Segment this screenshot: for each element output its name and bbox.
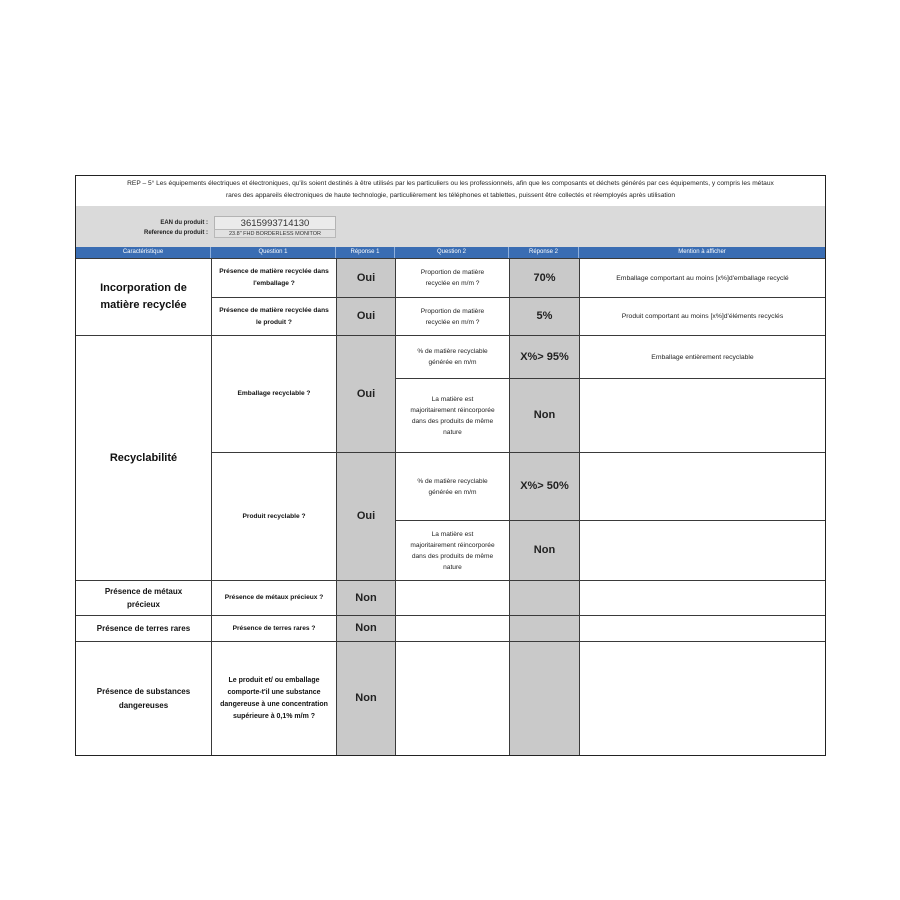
produit-question-1: Produit recyclable ?: [211, 452, 337, 581]
incorporation-2-question-2: Proportion de matière recyclée en m/m ?: [395, 297, 510, 336]
metaux-question-1: Présence de métaux précieux ?: [211, 580, 337, 616]
intro-line-1: REP – 5° Les équipements électriques et électroniques, qu'ils soient destinés à être utilisés par les particuliers ou les professionnels, afin que les composants et déchets générés par ces équipements, y compris les métaux: [127, 180, 774, 187]
produit-1-question-2: % de matière recyclable générée en m/m: [395, 452, 510, 521]
incorporation-2-mention: Produit comportant au moins [x%]d'éléments recyclés: [579, 297, 826, 336]
emballage-1-question-2: % de matière recyclable générée en m/m: [395, 335, 510, 379]
terres-rares-question-2-empty: [395, 615, 510, 642]
reference-value: 23.8" FHD BORDERLESS MONITOR: [214, 229, 336, 238]
produit-reponse-1: Oui: [336, 452, 396, 581]
metaux-mention-empty: [579, 580, 826, 616]
intro-text: [76, 175, 825, 206]
incorporation-1-question-1: Présence de matière recyclée dans l'emballage ?: [211, 258, 337, 298]
produit-2-mention-empty: [579, 520, 826, 581]
terres-rares-question-1: Présence de terres rares ?: [211, 615, 337, 642]
metaux-label: Présence de métaux précieux: [75, 580, 212, 616]
substances-question-2-empty: [395, 641, 510, 756]
header-question-1: Question 1: [211, 247, 336, 258]
ean-value: 3615993714130: [214, 216, 336, 230]
incorporation-1-reponse-1: Oui: [336, 258, 396, 298]
product-id-band: [76, 206, 825, 247]
reference-label: Reference du produit :: [143, 230, 208, 236]
terres-rares-reponse-1: Non: [336, 615, 396, 642]
emballage-question-1: Emballage recyclable ?: [211, 335, 337, 453]
substances-label: Présence de substances dangereuses: [75, 641, 212, 756]
header-reponse-2: Réponse 2: [509, 247, 579, 258]
metaux-reponse-1: Non: [336, 580, 396, 616]
header-question-2: Question 2: [395, 247, 509, 258]
terres-rares-label: Présence de terres rares: [75, 615, 212, 642]
metaux-question-2-empty: [395, 580, 510, 616]
incorporation-1-question-2: Proportion de matière recyclée en m/m ?: [395, 258, 510, 298]
emballage-1-mention: Emballage entièrement recyclable: [579, 335, 826, 379]
produit-2-reponse-2: Non: [509, 520, 580, 581]
incorporation-2-question-1: Présence de matière recyclée dans le produit ?: [211, 297, 337, 336]
incorporation-1-mention: Emballage comportant au moins [x%]d'emballage recyclé: [579, 258, 826, 298]
incorporation-2-reponse-2: 5%: [509, 297, 580, 336]
incorporation-1-reponse-2: 70%: [509, 258, 580, 298]
header-mention: Mention à afficher: [579, 247, 825, 258]
intro-line-2: rares des appareils électroniques de haute technologie, particulièrement les téléphones et tablettes, puissent être collectés et réemployés après utilisation: [225, 192, 675, 199]
produit-1-mention-empty: [579, 452, 826, 521]
terres-rares-reponse-2-empty: [509, 615, 580, 642]
recyclabilite-label: Recyclabilité: [75, 335, 212, 581]
substances-mention-empty: [579, 641, 826, 756]
metaux-reponse-2-empty: [509, 580, 580, 616]
terres-rares-mention-empty: [579, 615, 826, 642]
produit-2-question-2: La matière est majoritairement réincorporée dans des produits de même nature: [395, 520, 510, 581]
product-info-sheet: [75, 175, 826, 756]
substances-reponse-2-empty: [509, 641, 580, 756]
emballage-reponse-1: Oui: [336, 335, 396, 453]
ean-label: EAN du produit :: [160, 220, 208, 226]
produit-1-reponse-2: X%> 50%: [509, 452, 580, 521]
substances-reponse-1: Non: [336, 641, 396, 756]
header-reponse-1: Réponse 1: [336, 247, 395, 258]
incorporation-2-reponse-1: Oui: [336, 297, 396, 336]
emballage-1-reponse-2: X%> 95%: [509, 335, 580, 379]
emballage-2-mention-empty: [579, 378, 826, 453]
substances-question-1: Le produit et/ ou emballage comporte-t'il une substance dangereuse à une concentration supérieure à 0,1% m/m ?: [211, 641, 337, 756]
incorporation-label: Incorporation de matière recyclée: [75, 258, 212, 336]
header-caracteristique: Caractéristique: [76, 247, 211, 258]
emballage-2-question-2: La matière est majoritairement réincorporée dans des produits de même nature: [395, 378, 510, 453]
emballage-2-reponse-2: Non: [509, 378, 580, 453]
